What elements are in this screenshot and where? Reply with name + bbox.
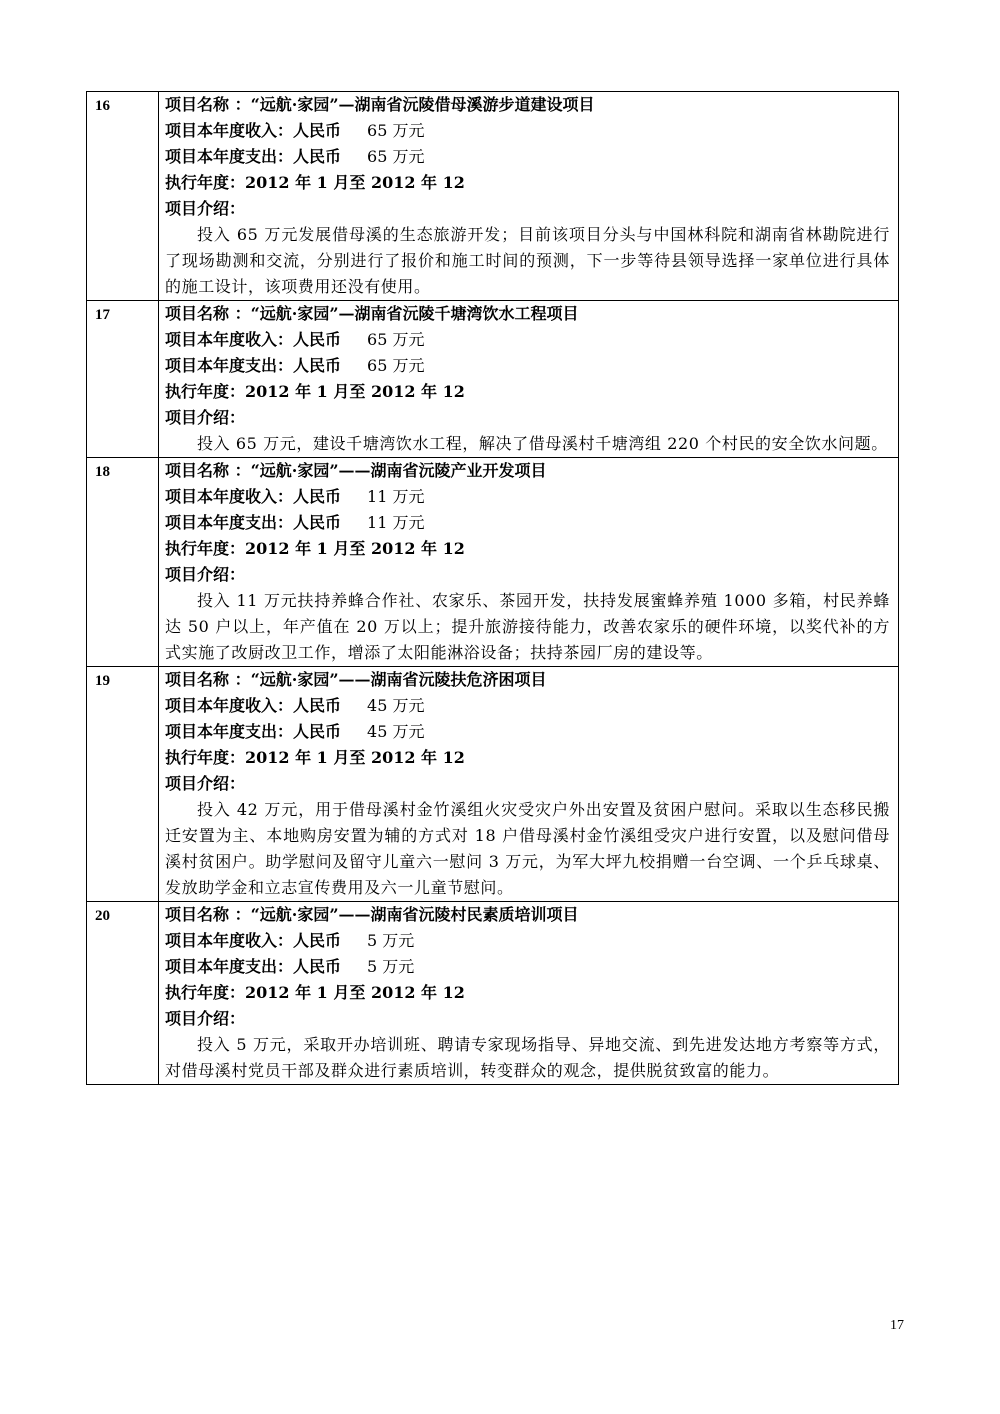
project-number: 17 (87, 301, 159, 458)
expense-label: 项目本年度支出：人民币 (165, 722, 342, 741)
project-details (159, 667, 899, 902)
expense-line (165, 144, 890, 170)
expense-value: 45 万元 (367, 722, 425, 741)
intro-text: 投入 42 万元，用于借母溪村金竹溪组火灾受灾户外出安置及贫困户慰问。采取以生态移民搬迁安置为主、本地购房安置为辅的方式对 18 户借母溪村金竹溪组受灾户进行安置，以及慰问借母溪村贫困户。助学慰问及留守儿童六一慰问 3 万元，为军大坪九校捐赠一台空调、一个乒乓球桌、发放助学金和立志宣传费用及六一儿童节慰问。 (165, 800, 890, 897)
income-value: 5 万元 (367, 931, 415, 950)
project-row (87, 902, 899, 1085)
expense-line (165, 954, 890, 980)
expense-label: 项目本年度支出：人民币 (165, 147, 342, 166)
project-name: 项目名称 ：“远航·家园”—湖南省沅陵借母溪游步道建设项目 (165, 95, 595, 114)
income-value: 65 万元 (367, 121, 425, 140)
intro-text: 投入 5 万元，采取开办培训班、聘请专家现场指导、异地交流、到先进发达地方考察等方式，对借母溪村党员干部及群众进行素质培训，转变群众的观念，提供脱贫致富的能力。 (165, 1035, 890, 1080)
income-value: 65 万元 (367, 330, 425, 349)
execution-period: 执行年度：2012 年 1 月至 2012 年 12 (165, 748, 465, 767)
expense-value: 65 万元 (367, 147, 425, 166)
expense-line (165, 719, 890, 745)
projects-table (86, 91, 899, 1085)
expense-line (165, 510, 890, 536)
expense-label: 项目本年度支出：人民币 (165, 356, 342, 375)
project-details (159, 92, 899, 301)
expense-value: 65 万元 (367, 356, 425, 375)
intro-label: 项目介绍： (165, 774, 246, 793)
project-name: 项目名称 ：“远航·家园”——湖南省沅陵产业开发项目 (165, 461, 547, 480)
project-row (87, 458, 899, 667)
income-line (165, 928, 890, 954)
project-number: 20 (87, 902, 159, 1085)
project-row (87, 92, 899, 301)
expense-value: 5 万元 (367, 957, 415, 976)
income-label: 项目本年度收入：人民币 (165, 487, 342, 506)
income-value: 45 万元 (367, 696, 425, 715)
project-name: 项目名称 ：“远航·家园”——湖南省沅陵村民素质培训项目 (165, 905, 579, 924)
income-label: 项目本年度收入：人民币 (165, 121, 342, 140)
project-details (159, 458, 899, 667)
execution-period: 执行年度：2012 年 1 月至 2012 年 12 (165, 983, 465, 1002)
project-name: 项目名称 ：“远航·家园”—湖南省沅陵千塘湾饮水工程项目 (165, 304, 579, 323)
project-details (159, 902, 899, 1085)
project-name: 项目名称 ：“远航·家园”——湖南省沅陵扶危济困项目 (165, 670, 547, 689)
intro-label: 项目介绍： (165, 1009, 246, 1028)
expense-value: 11 万元 (367, 513, 425, 532)
project-row (87, 667, 899, 902)
project-details (159, 301, 899, 458)
project-number: 16 (87, 92, 159, 301)
expense-label: 项目本年度支出：人民币 (165, 513, 342, 532)
income-line (165, 118, 890, 144)
intro-text: 投入 65 万元发展借母溪的生态旅游开发；目前该项目分头与中国林科院和湖南省林勘院进行了现场勘测和交流，分别进行了报价和施工时间的预测，下一步等待县领导选择一家单位进行具体的施工设计，该项费用还没有使用。 (165, 225, 890, 296)
income-label: 项目本年度收入：人民币 (165, 330, 342, 349)
page-number: 17 (890, 1318, 904, 1333)
intro-label: 项目介绍： (165, 565, 246, 584)
execution-period: 执行年度：2012 年 1 月至 2012 年 12 (165, 382, 465, 401)
intro-text: 投入 11 万元扶持养蜂合作社、农家乐、茶园开发，扶持发展蜜蜂养殖 1000 多箱，村民养蜂达 50 户以上，年产值在 20 万以上；提升旅游接待能力，改善农家乐的硬件环境，以奖代补的方式实施了改厨改卫工作，增添了太阳能淋浴设备；扶持茶园厂房的建设等。 (165, 591, 890, 662)
execution-period: 执行年度：2012 年 1 月至 2012 年 12 (165, 539, 465, 558)
income-line (165, 327, 890, 353)
income-label: 项目本年度收入：人民币 (165, 696, 342, 715)
project-number: 19 (87, 667, 159, 902)
intro-label: 项目介绍： (165, 199, 246, 218)
expense-line (165, 353, 890, 379)
income-value: 11 万元 (367, 487, 425, 506)
expense-label: 项目本年度支出：人民币 (165, 957, 342, 976)
intro-text: 投入 65 万元，建设千塘湾饮水工程，解决了借母溪村千塘湾组 220 个村民的安全饮水问题。 (197, 434, 888, 453)
income-line (165, 484, 890, 510)
income-line (165, 693, 890, 719)
intro-label: 项目介绍： (165, 408, 246, 427)
execution-period: 执行年度：2012 年 1 月至 2012 年 12 (165, 173, 465, 192)
income-label: 项目本年度收入：人民币 (165, 931, 342, 950)
project-number: 18 (87, 458, 159, 667)
project-row (87, 301, 899, 458)
